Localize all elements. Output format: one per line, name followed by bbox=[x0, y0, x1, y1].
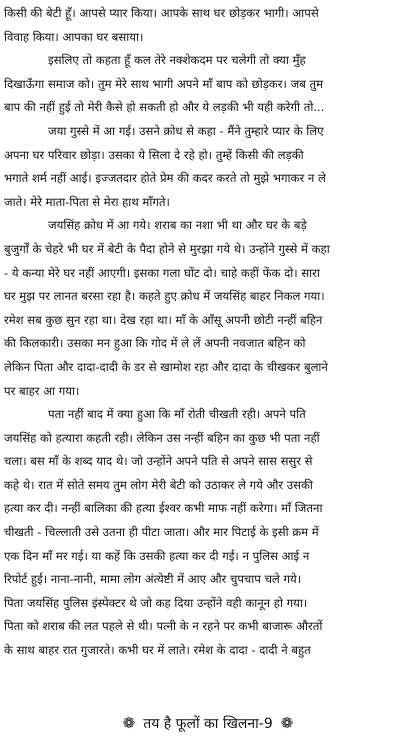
text-line: रिपोर्ट हुई। नाना-नानी, मामा लोग अंत्येष्टी में आए और चुपचाप चले गये। bbox=[4, 572, 302, 587]
text-line: दिखाऊँगा समाज को। तुम मेरे साथ भागी अपने माँ बाप को छोड़कर। जब तुम bbox=[4, 76, 324, 91]
paragraph bbox=[4, 403, 412, 663]
body-text bbox=[4, 2, 412, 663]
paragraph bbox=[4, 49, 412, 120]
text-line: जया गुस्से में आ गई। उसने क्रोध से कहा - मैंने तुम्हारे प्यार के लिए bbox=[48, 123, 324, 138]
text-line: रमेश सब कुछ सुन रहा था। देख रहा था। माँ के आँसू अपनी छोटी नन्हीं बहिन bbox=[4, 312, 323, 327]
text-line: भगाते शर्म नहीं आई। इज्जतदार होते प्रेम की कदर करते तो मुझे भगाकर न ले bbox=[4, 171, 326, 186]
text-line: बुजुर्गों के चेहरे भी घर में बेटी के पैदा होने से मुरझा गये थे। उन्होंने गुस्से में कहा bbox=[4, 241, 330, 256]
flower-ornament-icon: ❁ bbox=[122, 713, 136, 732]
text-line: चला। बस माँ के शब्द याद थे। जो उन्होंने अपने पति से अपने सास ससुर से bbox=[4, 454, 313, 469]
text-line: के साथ बाहर रात गुजारते। कभी घर में लाते। रमेश के दादा - दादी ने बहुत bbox=[4, 643, 311, 658]
text-line: जाते। मेरे माता-पिता से मेरा हाथ माँगते। bbox=[4, 194, 170, 209]
text-line: पता नहीं बाद में क्या हुआ कि माँ रोती चीखती रही। अपने पति bbox=[48, 407, 306, 422]
text-line: एक दिन माँ मर गई। या कहें कि उसकी हत्या कर दी गई। न पुलिस आई न bbox=[4, 548, 310, 563]
text-line: किसी की बेटी हूँ। आपसे प्यार किया। आपके साथ घर छोड़कर भागी। आपसे bbox=[4, 6, 319, 20]
text-line: पिता जयसिंह पुलिस इंस्पेक्टर थे जो कह दिया उन्होंने वही कानून हो गया। bbox=[4, 595, 308, 610]
text-line: - ये कन्या मेरे घर नहीं आएगी। इसका गला घोंट दो। चाहे कहीं फेंक दो। सारा bbox=[4, 265, 320, 280]
text-line: घर मुझ पर लानत बरसा रहा है। कहते हुए क्रोध में जयसिंह बाहर निकल गया। bbox=[4, 289, 325, 304]
text-line: पर बाहर आ गया। bbox=[4, 383, 80, 398]
paragraph bbox=[4, 120, 412, 214]
text-line: इसलिए तो कहता हूँ कल तेरे नक्शेकदम पर चलेगी तो क्या मुँह bbox=[48, 53, 306, 68]
text-line: चीखती - चिल्लाती उसे उतना ही पीटा जाता। और मार पिटाई के इसी क्रम में bbox=[4, 525, 319, 540]
flower-ornament-icon: ❁ bbox=[280, 713, 294, 732]
paragraph bbox=[4, 214, 412, 403]
text-line: लेकिन पिता और दादा-दादी के डर से खामोश रहा और दादा के चीखकर बुलाने bbox=[4, 359, 328, 374]
paragraph bbox=[4, 2, 412, 49]
text-line: बाप की नहीं हुई तो मेरी कैसे हो सकती हो और ये लड़की भी यही करेगी तो... bbox=[4, 100, 325, 115]
text-line: विवाह किया। आपका घर बसाया। bbox=[4, 29, 144, 44]
text-line: जयसिंह क्रोध में आ गये। शराब का नशा भी था और घर के बड़े bbox=[48, 218, 307, 233]
text-line: कहे थे। रात में सोते समय तुम लोग मेरी बेटी को उठाकर ले गये और उसकी bbox=[4, 477, 313, 492]
text-line: पिता को शराब की लत पहले से थी। पत्नी के न रहने पर कभी बाजारू औरतों bbox=[4, 619, 323, 634]
text-line: जयसिंह को हत्यारा कहती रही। लेकिन उस नन्हीं बहिन का कुछ भी पता नहीं bbox=[4, 430, 320, 445]
footer-title: तय है फूलों का खिलना-9 bbox=[143, 715, 273, 732]
text-line: हत्या कर दी। नन्हीं बालिका की हत्या ईश्वर कभी माफ नहीं करेगा। माँ जितना bbox=[4, 501, 323, 516]
text-line: की किलकारी। उसका मन हुआ कि गोद में ले लें अपनी नवजात बहिन को bbox=[4, 336, 306, 351]
text-line: अपना घर परिवार छोड़ा। उसका ये सिला दे रहे हो। तुम्हें किसी की लड़की bbox=[4, 147, 304, 162]
page-footer bbox=[0, 711, 416, 735]
